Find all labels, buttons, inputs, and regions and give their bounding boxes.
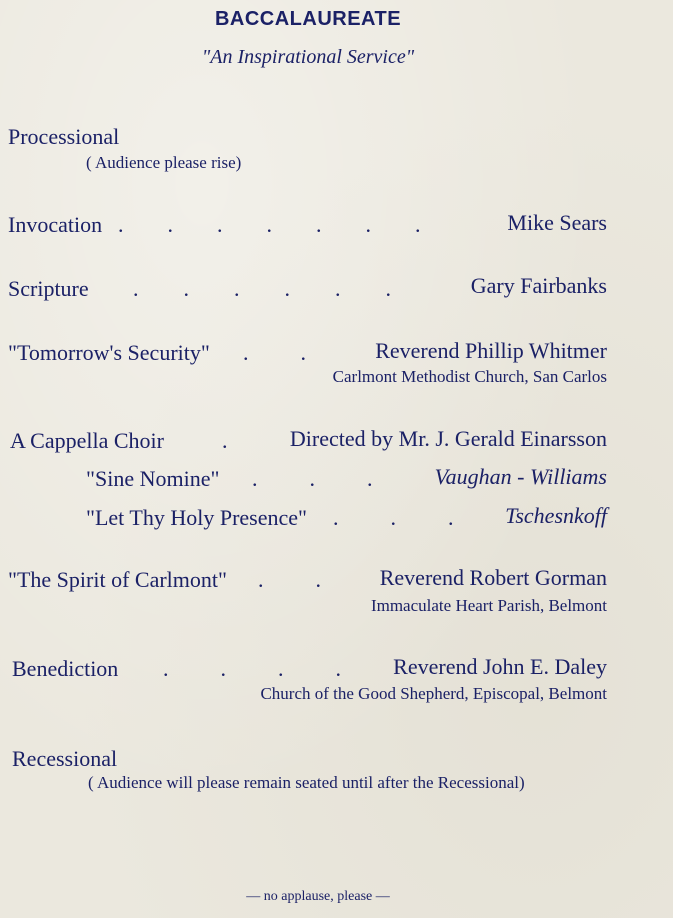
leader-dots: .. [258, 567, 373, 592]
item-label-processional: Processional [8, 124, 120, 149]
leader-dots: ....... [118, 212, 465, 237]
item-label-choir: A Cappella Choir [10, 428, 164, 453]
leader-dots: ... [252, 466, 425, 491]
item-note-processional: ( Audience please rise) [86, 153, 242, 172]
program-title: BACCALAUREATE [214, 8, 402, 30]
item-person-gorman: Reverend Robert Gorman [379, 565, 607, 590]
footer-note: — no applause, please — [246, 889, 390, 904]
item-affiliation-whitmer: Carlmont Methodist Church, San Carlos [332, 367, 607, 386]
item-person-daley: Reverend John E. Daley [393, 654, 607, 679]
song-composer-vaughan-williams: Vaughan - Williams [434, 464, 607, 489]
song-title-holy-presence: "Let Thy Holy Presence" [86, 505, 307, 530]
item-person-invocation: Mike Sears [507, 210, 607, 235]
leader-dots: .... [163, 656, 393, 681]
item-note-recessional: ( Audience will please remain seated until after the Recessional) [88, 773, 525, 792]
program-subtitle: "An Inspirational Service" [201, 46, 415, 68]
item-affiliation-gorman: Immaculate Heart Parish, Belmont [370, 596, 607, 615]
item-label-tomorrows-security: "Tomorrow's Security" [8, 340, 210, 365]
leader-dots: .. [243, 340, 358, 365]
item-person-choir-director: Directed by Mr. J. Gerald Einarsson [289, 426, 607, 451]
item-person-scripture: Gary Fairbanks [470, 273, 607, 298]
song-title-sine-nomine: "Sine Nomine" [86, 466, 220, 491]
item-label-invocation: Invocation [8, 212, 103, 237]
leader-dots: ... [333, 505, 506, 530]
item-label-benediction: Benediction [12, 656, 119, 681]
item-person-whitmer: Reverend Phillip Whitmer [375, 338, 607, 363]
item-label-recessional: Recessional [12, 746, 118, 771]
leader-dots: . [222, 428, 228, 453]
leader-dots: ...... [133, 276, 436, 301]
item-label-scripture: Scripture [8, 276, 89, 301]
item-affiliation-daley: Church of the Good Shepherd, Episcopal, Belmont [260, 684, 607, 703]
song-composer-tschesnkoff: Tschesnkoff [505, 503, 607, 528]
item-label-spirit-of-carlmont: "The Spirit of Carlmont" [8, 567, 227, 592]
